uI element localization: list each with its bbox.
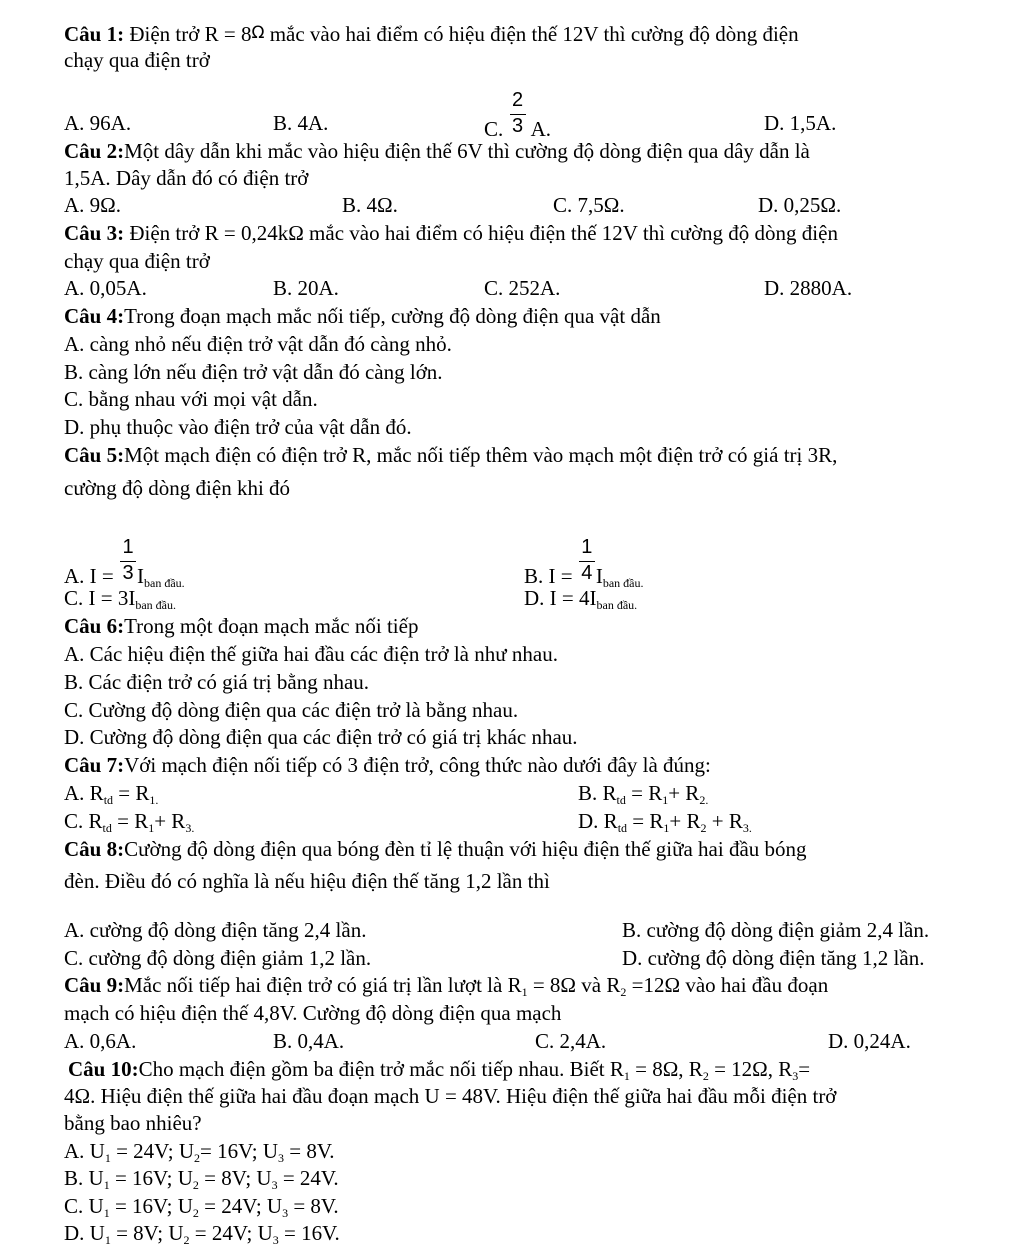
q5-stem: Câu 5:Một mạch điện có điện trở R, mắc nối tiếp thêm vào mạch một điện trở có giá trị 3R, (64, 443, 838, 467)
q8-stem: Câu 8:Cường độ dòng điện qua bóng đèn tỉ lệ thuận với hiệu điện thế giữa hai đầu bóng (64, 837, 807, 861)
fraction: $\frac{2}{3}$ (509, 110, 527, 136)
q7-option-c: C. $R_{td} = R_1+ R_{3.}$ (64, 809, 195, 835)
q5-option-a: A. I = $\frac{1}{3}$ $I_{ban đầu.}$ (64, 536, 185, 590)
q7-option-d: D. $R_{td} = R_1+ R_2 + R_{3.}$ (578, 809, 752, 835)
ohm-symbol: Ω (251, 23, 265, 43)
q9-option-d: D. 0,24A. (828, 1029, 911, 1053)
q3-stem: Câu 3: Điện trở R = 0,24kΩ mắc vào hai điểm có hiệu điện thế 12V thì cường độ dòng điện (64, 221, 838, 245)
q8-option-c: C. cường độ dòng điện giảm 1,2 lần. (64, 946, 372, 970)
q6-stem: Câu 6:Trong một đoạn mạch mắc nối tiếp (64, 614, 419, 638)
q1-option-a: A. 96A. (64, 111, 132, 135)
q3-option-c: C. 252A. (484, 276, 561, 300)
q10-stem-line3: bằng bao nhiêu? (64, 1111, 202, 1135)
q1-option-c: C. $\frac{2}{3}$ A. (484, 89, 552, 141)
q5-option-d: D. $I = 4I_{ban đầu.}$ (524, 586, 638, 612)
q8-label: Câu 8: (64, 837, 125, 861)
q8-option-a: A. cường độ dòng điện tăng 2,4 lần. (64, 918, 367, 942)
q1-stem-line2: chạy qua điện trở (64, 48, 210, 72)
q4-option-d: D. phụ thuộc vào điện trở của vật dẫn đó. (64, 415, 412, 439)
q6-option-c: C. Cường độ dòng điện qua các điện trở là bằng nhau. (64, 698, 519, 722)
q3-option-b: B. 20A. (273, 276, 339, 300)
q6-label: Câu 6: (64, 614, 125, 638)
q2-option-c: C. 7,5Ω. (553, 193, 625, 217)
q9-label: Câu 9: (64, 973, 125, 997)
q1-stem: Câu 1: Điện trở R = 8Ω mắc vào hai điểm có hiệu điện thế 12V thì cường độ dòng điện (64, 22, 799, 46)
q1-label: Câu 1: (64, 22, 125, 46)
q3-option-a: A. 0,05A. (64, 276, 147, 300)
q3-label: Câu 3: (64, 221, 125, 245)
q6-option-b: B. Các điện trở có giá trị bằng nhau. (64, 670, 370, 694)
q4-option-c: C. bằng nhau với mọi vật dẫn. (64, 387, 318, 411)
q5-option-b: B. I = $\frac{1}{4}$ $I_{ban đầu.}$ (524, 536, 644, 590)
q10-stem: Câu 10:Cho mạch điện gồm ba điện trở mắc nối tiếp nhau. Biết $R_1 = 8\Omega$, $R_2 = 12\Omega$, $R_3=$ (68, 1057, 811, 1083)
q4-label: Câu 4: (64, 304, 125, 328)
q7-option-b: B. $R_{td} = R_1+ R_{2.}$ (578, 781, 709, 807)
q7-stem: Câu 7:Với mạch điện nối tiếp có 3 điện trở, công thức nào dưới đây là đúng: (64, 753, 711, 777)
q5-label: Câu 5: (64, 443, 125, 467)
q8-stem-line2: đèn. Điều đó có nghĩa là nếu hiệu điện thế tăng 1,2 lần thì (64, 869, 550, 893)
q7-label: Câu 7: (64, 753, 125, 777)
q6-option-a: A. Các hiệu điện thế giữa hai đầu các điện trở là như nhau. (64, 642, 558, 666)
q2-option-a: A. 9Ω. (64, 193, 122, 217)
q5-stem-line2: cường độ dòng điện khi đó (64, 476, 291, 500)
q1-option-d: D. 1,5A. (764, 111, 837, 135)
q3-stem-line2: chạy qua điện trở (64, 249, 210, 273)
q4-stem: Câu 4:Trong đoạn mạch mắc nối tiếp, cường độ dòng điện qua vật dẫn (64, 304, 661, 328)
q10-label: Câu 10: (68, 1057, 139, 1081)
q5-option-c: C. $I = 3I_{ban đầu.}$ (64, 586, 176, 612)
q9-option-b: B. 0,4A. (273, 1029, 345, 1053)
q2-stem-line2: 1,5A. Dây dẫn đó có điện trở (64, 166, 309, 190)
q2-label: Câu 2: (64, 139, 125, 163)
q10-option-a: A. $U_1 = 24V$; $U_2= 16V$; $U_3 = 8V$. (64, 1139, 335, 1165)
q9-stem: Câu 9:Mắc nối tiếp hai điện trở có giá trị lần lượt là $R_1 = 8\Omega$ và $R_2 =12\Omega$ vào hai đầu đoạn (64, 973, 829, 999)
q2-option-d: D. 0,25Ω. (758, 193, 842, 217)
q10-stem-line2: 4Ω. Hiệu điện thế giữa hai đầu đoạn mạch U = 48V. Hiệu điện thế giữa hai đầu mỗi điện trở (64, 1084, 837, 1108)
q1-option-b: B. 4A. (273, 111, 329, 135)
q2-option-b: B. 4Ω. (342, 193, 398, 217)
q10-option-b: B. $U_1 = 16V$; $U_2 = 8V$; $U_3 = 24V$. (64, 1166, 339, 1192)
q6-option-d: D. Cường độ dòng điện qua các điện trở có giá trị khác nhau. (64, 725, 578, 749)
q8-option-d: D. cường độ dòng điện tăng 1,2 lần. (622, 946, 925, 970)
q2-stem: Câu 2:Một dây dẫn khi mắc vào hiệu điện thế 6V thì cường độ dòng điện qua dây dẫn là (64, 139, 810, 163)
q9-stem-line2: mạch có hiệu điện thế 4,8V. Cường độ dòng điện qua mạch (64, 1001, 562, 1025)
fraction: $\frac{1}{4}$ (578, 557, 596, 583)
q10-option-c: C. $U_1 = 16V$; $U_2 = 24V$; $U_3 = 8V$. (64, 1194, 339, 1220)
q9-option-a: A. 0,6A. (64, 1029, 137, 1053)
q7-option-a: A. $R_{td} = R_{1.}$ (64, 781, 159, 807)
q10-option-d: D. $U_1 = 8V$; $U_2 = 24V$; $U_3 = 16V$. (64, 1221, 340, 1247)
q4-option-b: B. càng lớn nếu điện trở vật dẫn đó càng lớn. (64, 360, 443, 384)
q9-option-c: C. 2,4A. (535, 1029, 607, 1053)
q4-option-a: A. càng nhỏ nếu điện trở vật dẫn đó càng nhỏ. (64, 332, 452, 356)
q8-option-b: B. cường độ dòng điện giảm 2,4 lần. (622, 918, 930, 942)
fraction: $\frac{1}{3}$ (119, 557, 137, 583)
q3-option-d: D. 2880A. (764, 276, 853, 300)
